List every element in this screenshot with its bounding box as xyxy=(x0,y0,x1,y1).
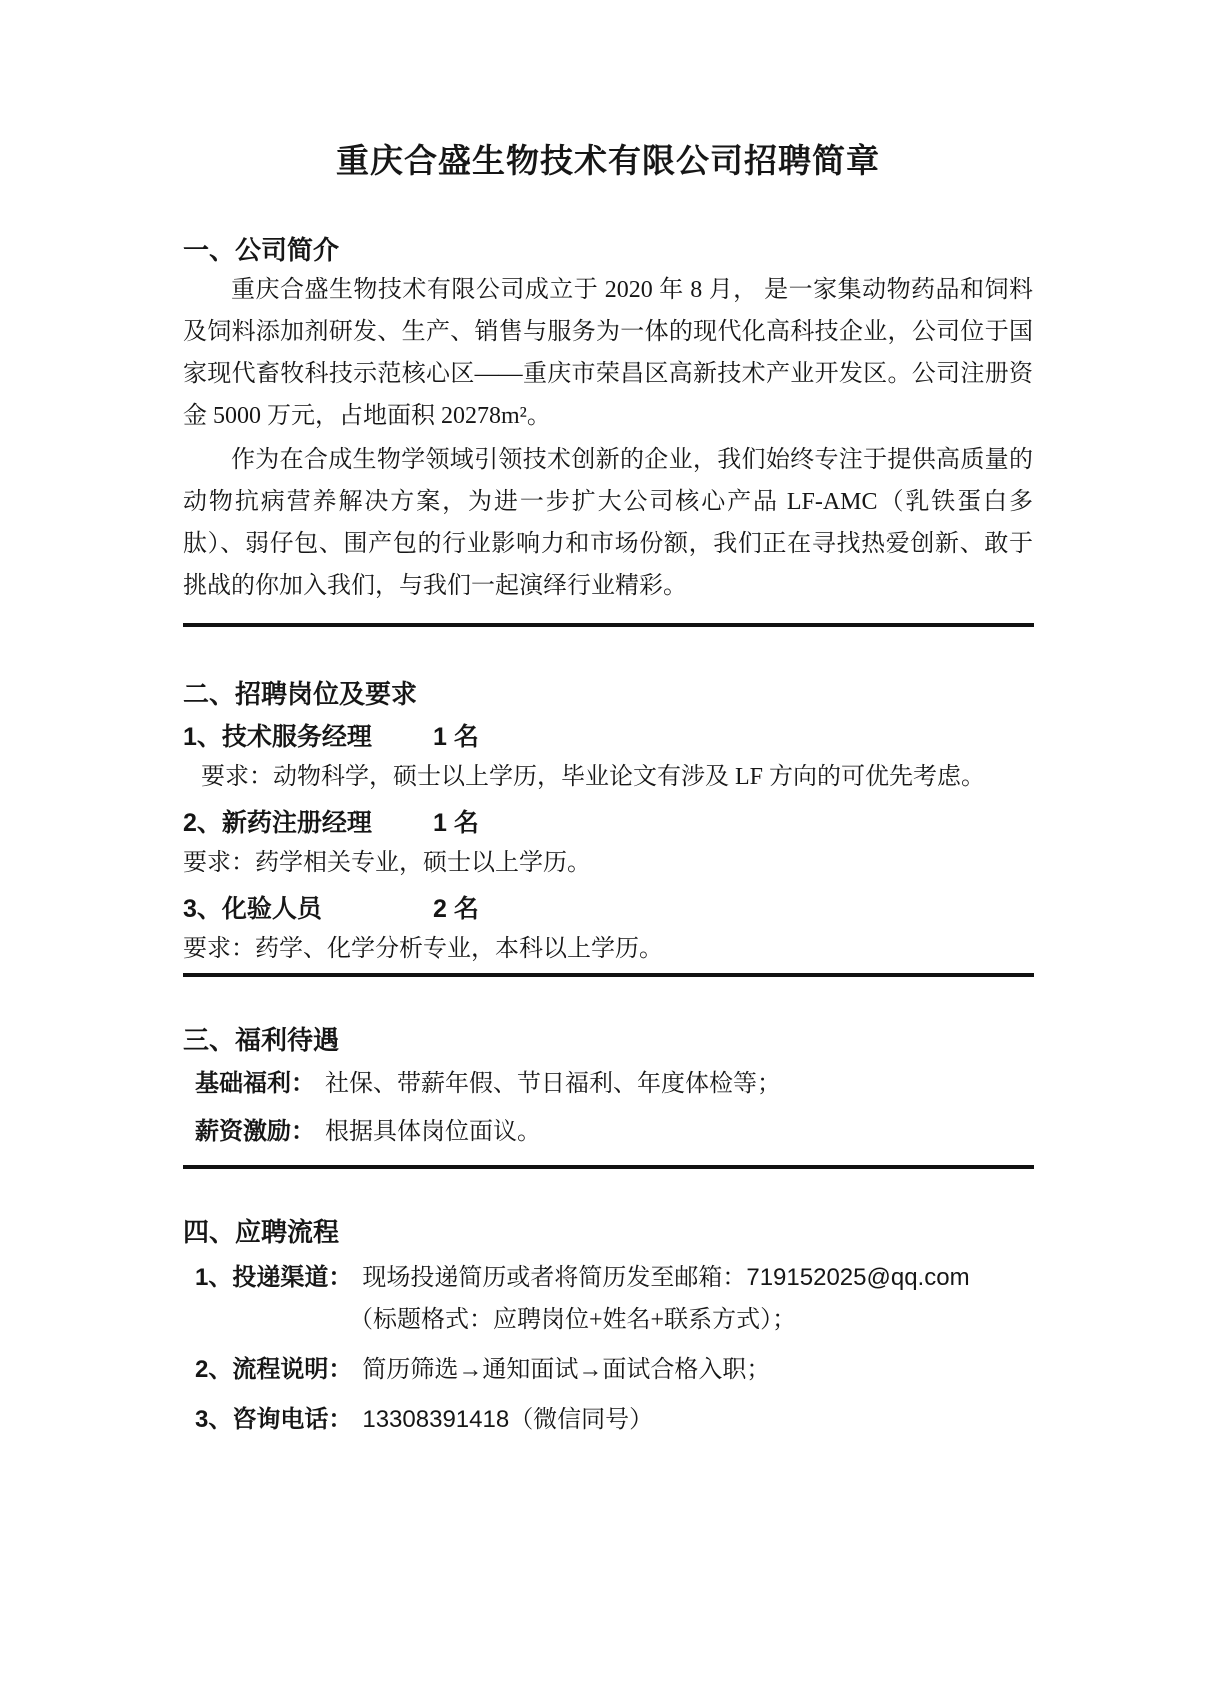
section-heading-company-intro: 一、公司简介 xyxy=(183,235,340,265)
job-requirement: 要求：动物科学，硕士以上学历，毕业论文有涉及 LF 方向的可优先考虑。 xyxy=(201,764,986,790)
job-headcount: 1 名 xyxy=(433,723,479,751)
process-submission-note: （标题格式：应聘岗位+姓名+联系方式）； xyxy=(349,1307,797,1333)
process-row-phone xyxy=(183,1399,1033,1441)
company-intro-paragraph-2: 作为在合成生物学领域引领技术创新的企业，我们始终专注于提供高质量的动物抗病营养解决方案，为进一步扩大公司核心产品 LF-AMC（乳铁蛋白多肽）、弱仔包、围产包的行业影响力和市场份额，我们正在寻找热爱创新、敢于挑战的你加入我们，与我们一起演绎行业精彩。 xyxy=(183,447,1033,599)
process-row-submission-channel xyxy=(183,1257,1033,1299)
contact-email: 719152025@qq.com xyxy=(746,1264,970,1291)
job-name: 2、新药注册经理 xyxy=(183,809,372,837)
job-requirement: 要求：药学、化学分析专业，本科以上学历。 xyxy=(183,936,663,962)
process-label: 1、投递渠道： xyxy=(195,1264,353,1291)
benefit-text: 社保、带薪年假、节日福利、年度体检等； xyxy=(325,1071,781,1097)
section-divider-3 xyxy=(183,1165,1034,1169)
company-intro-paragraph-1: 重庆合盛生物技术有限公司成立于 2020 年 8 月， 是一家集动物药品和饲料及饲料添加剂研发、生产、销售与服务为一体的现代化高科技企业，公司位于国家现代畜牧科技示范核心区——重庆市荣昌区高新技术产业开发区。公司注册资金 5000 万元，占地面积 20278m²。 xyxy=(183,277,1033,429)
document-title: 重庆合盛生物技术有限公司招聘简章 xyxy=(336,144,880,180)
benefit-row-basic xyxy=(183,1063,1033,1105)
process-row-workflow xyxy=(183,1349,1033,1391)
job-headcount: 1 名 xyxy=(433,809,479,837)
process-label: 3、咨询电话： xyxy=(195,1406,353,1433)
job-name: 3、化验人员 xyxy=(183,895,322,923)
process-text: 简历筛选→通知面试→面试合格入职； xyxy=(362,1357,771,1383)
document-content xyxy=(183,0,1033,1441)
job-row-drug-registration-manager xyxy=(183,803,1033,843)
job-name: 1、技术服务经理 xyxy=(183,723,372,751)
section-heading-positions: 二、招聘岗位及要求 xyxy=(183,679,418,709)
section-heading-benefits: 三、福利待遇 xyxy=(183,1025,340,1055)
job-row-lab-analyst xyxy=(183,889,1033,929)
job-row-tech-service-manager xyxy=(183,717,1033,757)
process-text: （微信同号） xyxy=(509,1407,654,1433)
benefit-label: 基础福利： xyxy=(195,1070,315,1097)
job-headcount: 2 名 xyxy=(433,895,479,923)
benefit-text: 根据具体岗位面议。 xyxy=(325,1119,541,1145)
section-divider-1 xyxy=(183,623,1034,627)
section-divider-2 xyxy=(183,973,1034,977)
benefit-row-salary xyxy=(183,1111,1033,1153)
process-text: 现场投递简历或者将简历发至邮箱： xyxy=(362,1265,747,1291)
process-label: 2、流程说明： xyxy=(195,1356,353,1383)
contact-phone: 13308391418 xyxy=(362,1406,510,1433)
section-heading-process: 四、应聘流程 xyxy=(183,1217,340,1247)
benefit-label: 薪资激励： xyxy=(195,1118,315,1145)
job-requirement: 要求：药学相关专业，硕士以上学历。 xyxy=(183,850,591,876)
